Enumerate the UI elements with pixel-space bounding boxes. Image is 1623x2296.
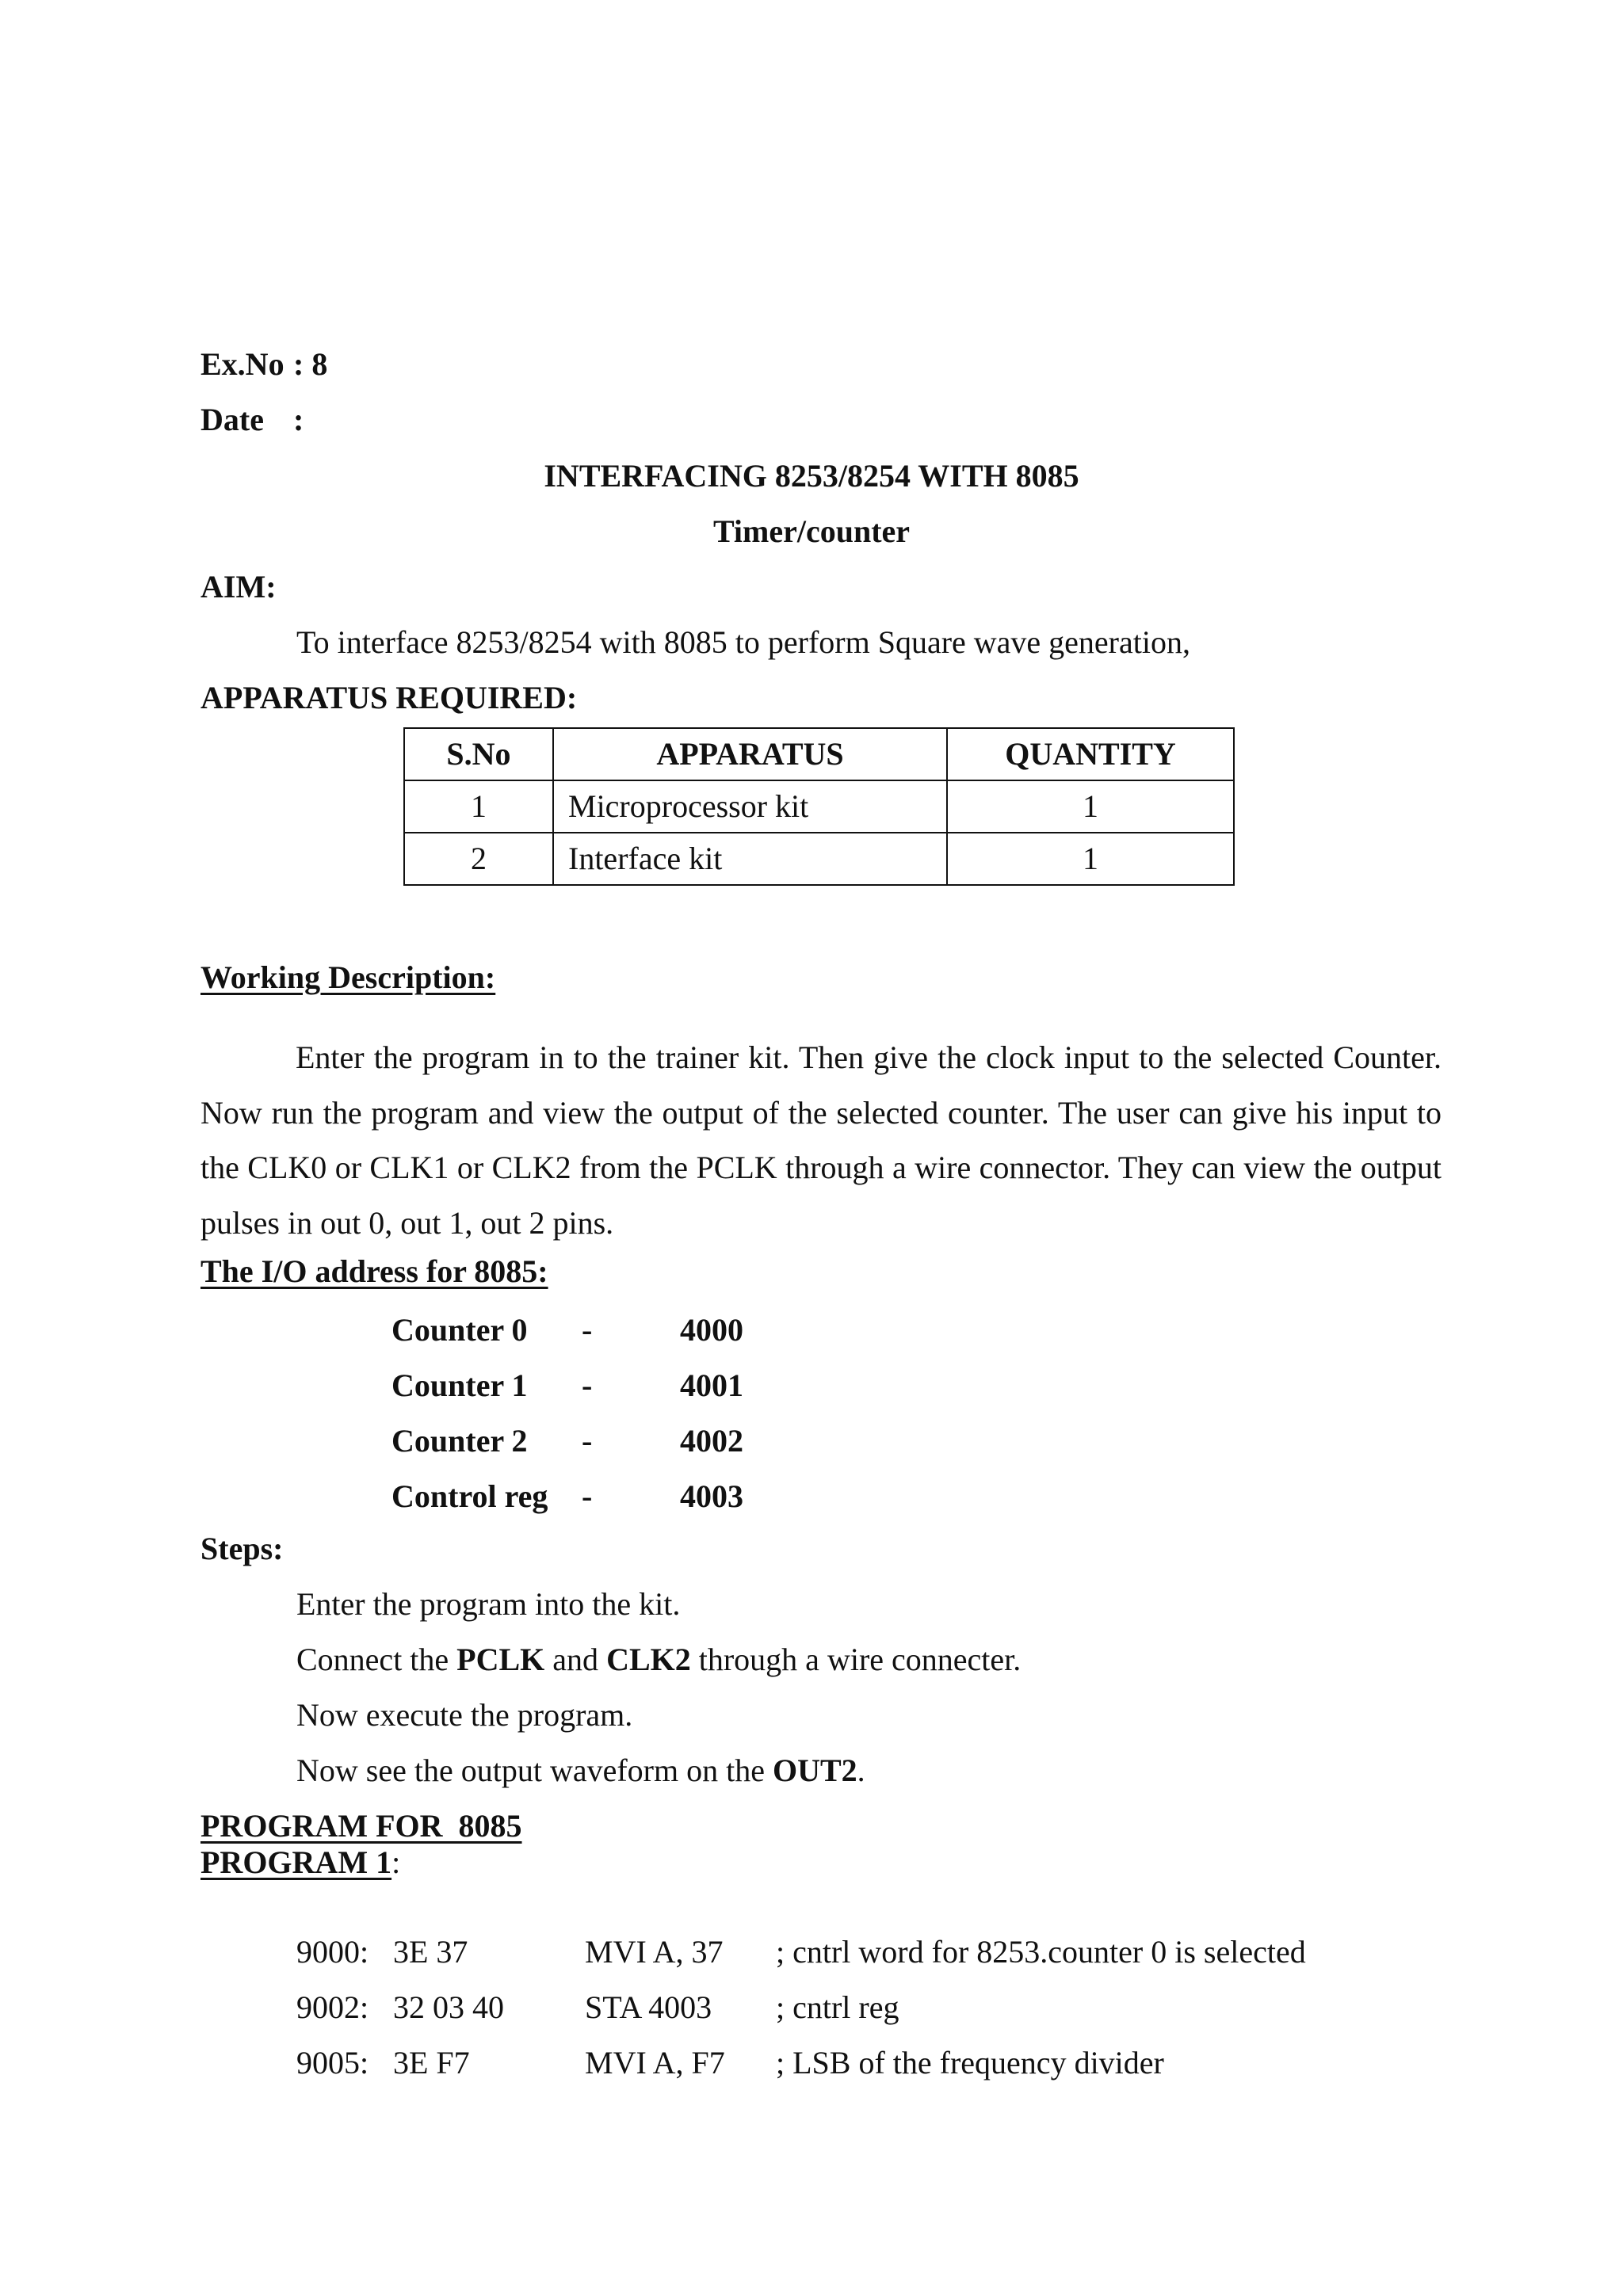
step-keyword: PCLK [456,1642,545,1677]
column-header: QUANTITY [947,728,1234,780]
io-name: Counter 2 [391,1423,528,1459]
step-text: Now see the output waveform on the [296,1753,773,1788]
program-addr: 9005: [296,2045,369,2081]
step-2 [296,1644,1021,1676]
program-mnemonic: MVI A, F7 [585,2045,725,2081]
step-4 [296,1755,865,1787]
working-paragraph [200,1030,1442,1250]
date-label: Date [200,402,264,437]
program-comment: ; cntrl word for 8253.counter 0 is selected [776,1934,1306,1970]
table-row [404,833,1234,885]
column-header: APPARATUS [553,728,947,780]
working-text: Enter the program in to the trainer kit. Then give the clock input to the selected Counter. Now run the program and view the output of the selected counter. The user can give his input to the CLK0 or CLK1 or CLK2 from the PCLK through a wire connector. They can view the output pulses in out 0, out 1, out 2 pins. [200,1039,1442,1241]
io-name: Control reg [391,1478,548,1514]
table-cell: Microprocessor kit [553,780,947,833]
table-cell: 2 [404,833,553,885]
page-title: INTERFACING 8253/8254 WITH 8085 [544,458,1079,494]
aim-text: To interface 8253/8254 with 8085 to perform Square wave generation, [296,624,1190,660]
program-heading: PROGRAM FOR 8085 [200,1808,522,1844]
step-text: Connect the [296,1642,457,1677]
io-addr: 4001 [680,1367,743,1403]
step-keyword: CLK2 [606,1642,691,1677]
exno-value: : 8 [293,346,328,382]
table-cell: 1 [947,833,1234,885]
io-sep: - [582,1367,593,1403]
step-1: Enter the program into the kit. [296,1586,681,1622]
io-addr: 4003 [680,1478,743,1514]
exno-label: Ex.No [200,346,285,382]
program-addr: 9002: [296,1989,369,2025]
program-code: 3E F7 [393,2045,470,2081]
program-subheading-text: PROGRAM 1 [200,1844,392,1880]
program-mnemonic: MVI A, 37 [585,1934,724,1970]
program-subheading-colon: : [391,1844,401,1880]
io-addr: 4002 [680,1423,743,1459]
io-sep: - [582,1478,593,1514]
program-code: 32 03 40 [393,1989,504,2025]
step-text: and [544,1642,607,1677]
steps-heading: Steps: [200,1531,284,1566]
step-text: through a wire connecter. [690,1642,1022,1677]
date-value: : [293,402,304,437]
apparatus-table [403,727,1235,886]
table-cell: 1 [404,780,553,833]
program-addr: 9000: [296,1934,369,1970]
program-subheading [200,1844,401,1880]
io-heading: The I/O address for 8085: [200,1253,548,1289]
io-sep: - [582,1423,593,1459]
program-mnemonic: STA 4003 [585,1989,712,2025]
table-cell: 1 [947,780,1234,833]
step-keyword: OUT2 [772,1753,857,1788]
page-subtitle: Timer/counter [712,513,911,549]
step-3: Now execute the program. [296,1697,633,1733]
program-code: 3E 37 [393,1934,468,1970]
io-addr: 4000 [680,1312,743,1348]
step-text: . [857,1753,865,1788]
program-comment: ; cntrl reg [776,1989,899,2025]
aim-heading: AIM: [200,569,277,605]
column-header: S.No [404,728,553,780]
io-sep: - [582,1312,593,1348]
io-name: Counter 1 [391,1367,528,1403]
program-comment: ; LSB of the frequency divider [776,2045,1164,2081]
apparatus-heading: APPARATUS REQUIRED: [200,680,578,715]
io-name: Counter 0 [391,1312,528,1348]
table-cell: Interface kit [553,833,947,885]
table-header-row [404,728,1234,780]
table-row [404,780,1234,833]
working-heading: Working Description: [200,959,496,995]
